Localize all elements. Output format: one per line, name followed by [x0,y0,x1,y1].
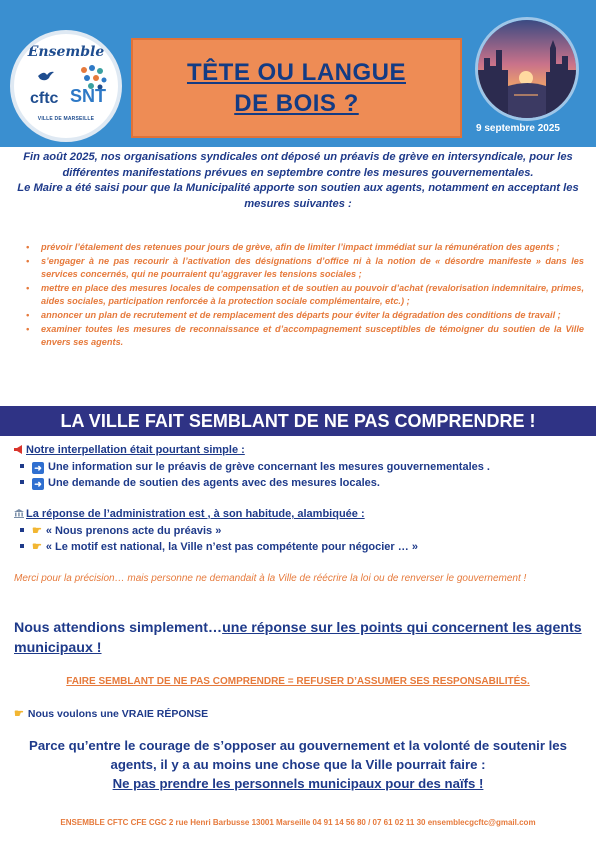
list-item: • mettre en place des mesures locales de compensation et de soutien au pouvoir d’achat (revalorisation indemnitaire, primes, aides sociales, participation renforcée à la protection sociale complémentaire, etc.) ; [26,283,584,306]
city-sunset-image [475,17,579,121]
list-item: • s’engager à ne pas recourir à l’activation des désignations d’office ni à la notion de « désordre manifeste » dans les services concernés, qui ne pourraient qu’aggraver les tensions sociales ; [26,256,584,279]
reponse-list [20,523,418,555]
intro-paragraph-2: Le Maire a été saisi pour que la Municipalité apporte son soutien aux agents, notamment en acceptant les mesures suivantes : [17,182,579,210]
reponse-heading: La réponse de l’administration est , à son habitude, alambiquée : [14,508,365,520]
arrow-right-icon: ➜ [32,478,44,490]
logo-cftc-text: cftc [30,90,59,107]
pointing-hand-icon: ☛ [32,525,42,537]
demands-list [26,241,584,350]
vraie-reponse-line: ☛ Nous voulons une VRAIE RÉPONSE [14,708,209,720]
page-title-line1: TÊTE OU LANGUE [186,59,406,86]
list-item: • prévoir l’étalement des retenues pour jours de grève, afin de limiter l’impact immédiat sur la rémunération des agents ; [26,242,560,252]
union-logo [10,30,122,142]
pointing-hand-icon: ☛ [32,541,42,553]
logo-snt-text: SNT [70,86,106,106]
expectation-statement: Nous attendions simplement…une réponse sur les points qui concernent les agents municipaux ! [14,620,582,656]
list-item: ☛ « Nous prenons acte du préavis » [20,523,418,539]
intro-paragraph-1: Fin août 2025, nos organisations syndicales ont déposé un préavis de grève en intersyndicale, pour les différentes manifestations prévues en septembre contre les mesures gouvernementales. [23,151,573,179]
list-item: • examiner toutes les mesures de reconnaissance et d’accompagnement susceptibles de témoigner du soutien de la Ville envers ses agents. [26,324,584,347]
logo-subtitle: VILLE DE MARSEILLE [37,116,95,122]
list-item: • annoncer un plan de recrutement et de remplacement des départs pour éviter la dégradation des conditions de travail ; [26,310,561,321]
list-item: ☛ « Le motif est national, la Ville n’est pas compétente pour négocier … » [20,539,418,555]
arrow-right-icon: ➜ [32,462,44,474]
merci-paragraph: Merci pour la précision… mais personne ne demandait à la Ville de réécrire la loi ou de renverser le gouvernement ! [14,573,527,584]
title-box [131,38,462,138]
refus-statement: FAIRE SEMBLANT DE NE PAS COMPRENDRE = REFUSER D’ASSUMER SES RESPONSABILITÉS. [66,676,530,687]
megaphone-icon [14,445,24,454]
header-band [0,0,596,147]
government-building-icon [14,509,24,518]
page-title-line2: DE BOIS ? [234,90,359,117]
interpellation-heading: Notre interpellation était pourtant simple : [14,444,245,456]
pointing-hand-icon: ☛ [14,708,24,720]
intro-text [12,150,584,212]
interpellation-list [20,459,490,491]
publication-date: 9 septembre 2025 [476,123,560,134]
list-item: ➜ Une information sur le préavis de grève concernant les mesures gouvernementales . [20,459,490,475]
footer-contact: ENSEMBLE CFTC CFE CGC 2 rue Henri Barbusse 13001 Marseille 04 91 14 56 80 / 07 61 02 11 30 ensemblecgcftc@gmail.com [60,818,536,827]
bird-icon [38,70,54,82]
logo-ensemble-text: Ensemble [27,44,105,60]
section-banner: LA VILLE FAIT SEMBLANT DE NE PAS COMPRENDRE ! [0,406,596,436]
closing-statement: Parce qu’entre le courage de s’opposer au gouvernement et la volonté de soutenir les agents, il y a au moins une chose que la Ville pourrait faire : Ne pas prendre les personnels municipaux pour des naïfs ! [29,738,567,791]
list-item: ➜ Une demande de soutien des agents avec des mesures locales. [20,475,490,491]
